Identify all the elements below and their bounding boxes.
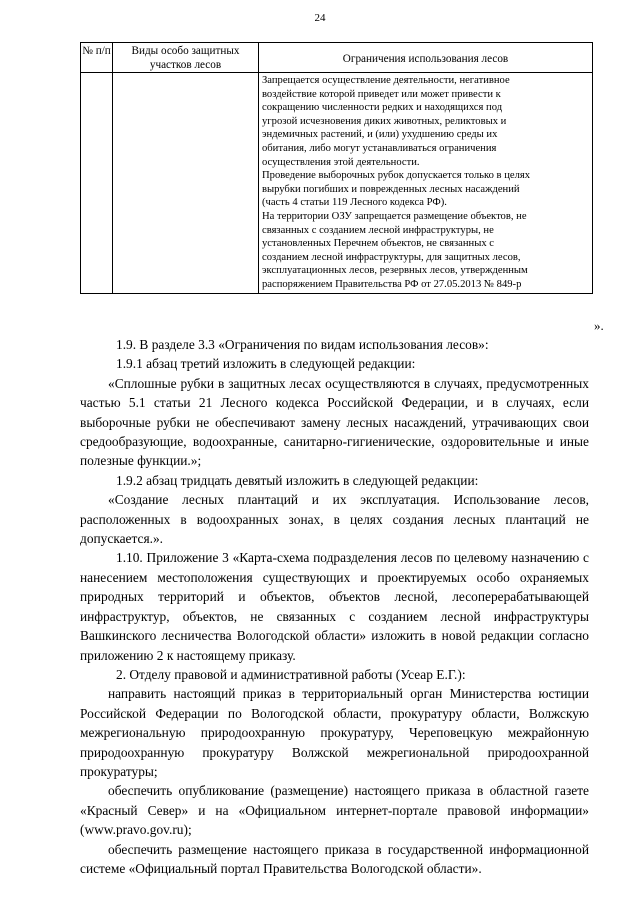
- restriction-line: Проведение выборочных рубок допускается только в целях: [262, 170, 531, 182]
- paragraph-quote-plantations: «Создание лесных плантаций и их эксплуатация. Использование лесов, расположенных в водоохранных зонах, в целях создания лесных плантаций не допускается.».: [80, 492, 589, 547]
- row-number-cell: [81, 73, 113, 294]
- restriction-line: На территории ОЗУ запрещается размещение объектов, не: [262, 210, 527, 222]
- page-number: 24: [314, 12, 326, 24]
- paragraph-1-9: 1.9. В разделе 3.3 «Ограничения по видам использования лесов»:: [116, 337, 489, 352]
- table-header-row: [81, 43, 593, 73]
- paragraph-publish-order: обеспечить опубликование (размещение) настоящего приказа в областной газете «Красный Север» и на «Официальном интернет-портале правовой информации» (www.pravo.gov.ru);: [80, 783, 589, 838]
- header-area-kind: Виды особо защитных участков лесов: [113, 43, 259, 73]
- restriction-line: созданием лесной инфраструктуры, для защитных лесов,: [262, 251, 521, 263]
- restriction-line: воздействие которой приведет или может привести к: [262, 88, 501, 100]
- row-kind-cell: [113, 73, 259, 294]
- document-body: [80, 335, 589, 878]
- restriction-line: связанных с созданием лесной инфраструктуры, не: [262, 224, 494, 236]
- restriction-line: (часть 4 статьи 119 Лесного кодекса РФ).: [262, 197, 447, 209]
- restriction-line: эндемичных растений, и (или) ухудшению среды их: [262, 129, 498, 141]
- restriction-line: установленных Перечнем объектов, не связанных с: [262, 238, 494, 250]
- restriction-line: вырубки погибших и поврежденных лесных насаждений: [262, 183, 520, 195]
- restriction-line: Запрещается осуществление деятельности, негативное: [262, 75, 510, 86]
- paragraph-1-10: 1.10. Приложение 3 «Карта-схема подразделения лесов по целевому назначению с нанесением местоположения существующих и проектируемых особо охраняемых природных территорий и объектов, объектов лесной, лесоперерабатывающей инфраструктур, объектов, не связанных с созданием лесной инфраструктуры Вашкинского лесничества Вологодской области» изложить в новой редакции согласно приложению 2 к настоящему приказу.: [80, 550, 589, 663]
- paragraph-1-9-2: 1.9.2 абзац тридцать девятый изложить в следующей редакции:: [116, 472, 479, 488]
- restriction-line: распоряжением Правительства РФ от 27.05.2013 № 849-р: [262, 278, 522, 290]
- paragraph-send-order: направить настоящий приказ в территориальный орган Министерства юстиции Российской Федерации по Вологодской области, прокуратуру области, Волжскую межрегиональную природоохранную прокуратуру, Череповецкую межрайонную природоохранную прокуратуру Волжской межрегиональной природоохранной прокуратуры;: [80, 686, 589, 779]
- restriction-line: эксплуатационных лесов, резервных лесов, утвержденным: [262, 265, 528, 277]
- restriction-line: угрозой исчезновения диких животных, реликтовых и: [262, 115, 507, 127]
- paragraph-quote-clearcut: «Сплошные рубки в защитных лесах осуществляются в случаях, предусмотренных частью 5.1 статьи 21 Лесного кодекса Российской Федерации, и в случаях, если выборочные рубки не обеспечивают замену лесных насаждений, утрачивающих свои средообразующие, водоохранные, санитарно-гигиенические, оздоровительные и иные полезные функции.»;: [80, 375, 589, 469]
- paragraph-place-order: обеспечить размещение настоящего приказа в государственной информационной системе «Официальный портал Правительства Вологодской области».: [80, 841, 589, 876]
- restriction-line: осуществления этой деятельности.: [262, 156, 420, 168]
- header-number: № п/п: [81, 43, 113, 73]
- header-restrictions: Ограничения использования лесов: [259, 43, 593, 73]
- row-restrictions-cell: [259, 73, 593, 294]
- restriction-line: сокращению численности редких и находящихся под: [262, 102, 503, 114]
- restrictions-table: [80, 42, 593, 294]
- closing-quote: ».: [594, 318, 604, 333]
- paragraph-1-9-1: 1.9.1 абзац третий изложить в следующей редакции:: [116, 356, 416, 372]
- table-row: [81, 73, 593, 294]
- paragraph-2: 2. Отделу правовой и административной работы (Усеар Е.Г.):: [116, 666, 466, 682]
- restriction-line: обитания, либо могут устанавливаться ограничения: [262, 142, 497, 154]
